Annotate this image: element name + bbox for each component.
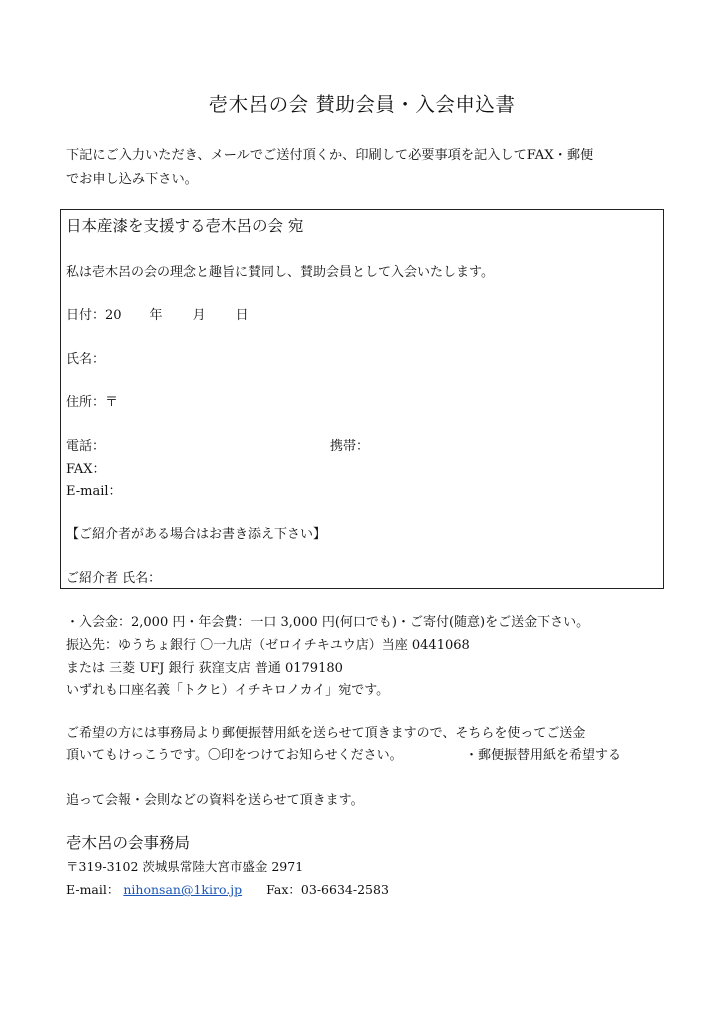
bank-account-yucho: 振込先：ゆうちょ銀行 〇一九店（ゼロイチキユウ店）当座 0441068 bbox=[66, 638, 470, 653]
date-year-label: 年 bbox=[149, 308, 163, 323]
transfer-note-line-1: ご希望の方には事務局より郵便振替用紙を送らせて頂きますので、そちらを使ってご送金 bbox=[66, 726, 586, 741]
referral-heading: 【ご紹介者がある場合はお書き添え下さい】 bbox=[66, 527, 327, 542]
date-label: 日付：20 bbox=[66, 308, 122, 323]
name-field[interactable]: 氏名： bbox=[66, 352, 106, 367]
bank-account-mufg: または 三菱 UFJ 銀行 荻窪支店 普通 0179180 bbox=[66, 661, 343, 676]
date-day-label: 日 bbox=[235, 308, 249, 323]
office-fax: Fax：03-6634-2583 bbox=[266, 882, 389, 897]
phone-field[interactable]: 電話： bbox=[66, 439, 106, 454]
account-holder-note: いずれも口座名義「トクヒ）イチキロノカイ」宛です。 bbox=[66, 683, 390, 698]
date-month-label: 月 bbox=[192, 308, 206, 323]
membership-declaration: 私は壱木呂の会の理念と趣旨に賛同し、賛助会員として入会いたします。 bbox=[66, 265, 494, 280]
transfer-note-line-2: 頂いてもけっこうです。〇印をつけてお知らせください。 bbox=[66, 748, 403, 763]
fax-field[interactable]: FAX： bbox=[66, 462, 106, 477]
office-email-link[interactable]: nihonsan@1kiro.jp bbox=[123, 882, 243, 897]
date-field[interactable] bbox=[66, 304, 249, 323]
office-contact bbox=[66, 880, 389, 898]
page-title: 壱木呂の会 賛助会員・入会申込書 bbox=[208, 93, 516, 116]
intro-line-1: 下記にご入力いただき、メールでご送付頂くか、印刷して必要事項を記入してFAX・郵便 bbox=[66, 148, 594, 163]
email-field[interactable]: E-mail： bbox=[66, 484, 122, 499]
address-field[interactable]: 住所：〒 bbox=[66, 395, 119, 410]
office-address: 〒319-3102 茨城県常陸大宮市盛金 2971 bbox=[66, 859, 304, 874]
followup-note: 追って会報・会則などの資料を送らせて頂きます。 bbox=[66, 793, 364, 808]
office-name: 壱木呂の会事務局 bbox=[66, 834, 191, 852]
transfer-form-option[interactable]: ・郵便振替用紙を希望する bbox=[465, 748, 622, 763]
intro-text bbox=[66, 144, 666, 192]
mobile-field[interactable]: 携帯： bbox=[330, 439, 370, 454]
office-email-label: E-mail： bbox=[66, 882, 120, 897]
referral-name-field[interactable]: ご紹介者 氏名： bbox=[66, 571, 162, 586]
intro-line-2: でお申し込み下さい。 bbox=[66, 172, 198, 187]
form-addressee: 日本産漆を支援する壱木呂の会 宛 bbox=[66, 217, 304, 235]
fee-info: ・入会金：2,000 円・年会費：一口 3,000 円(何口でも)・ご寄付(随意)をご送金下さい。 bbox=[66, 615, 590, 630]
